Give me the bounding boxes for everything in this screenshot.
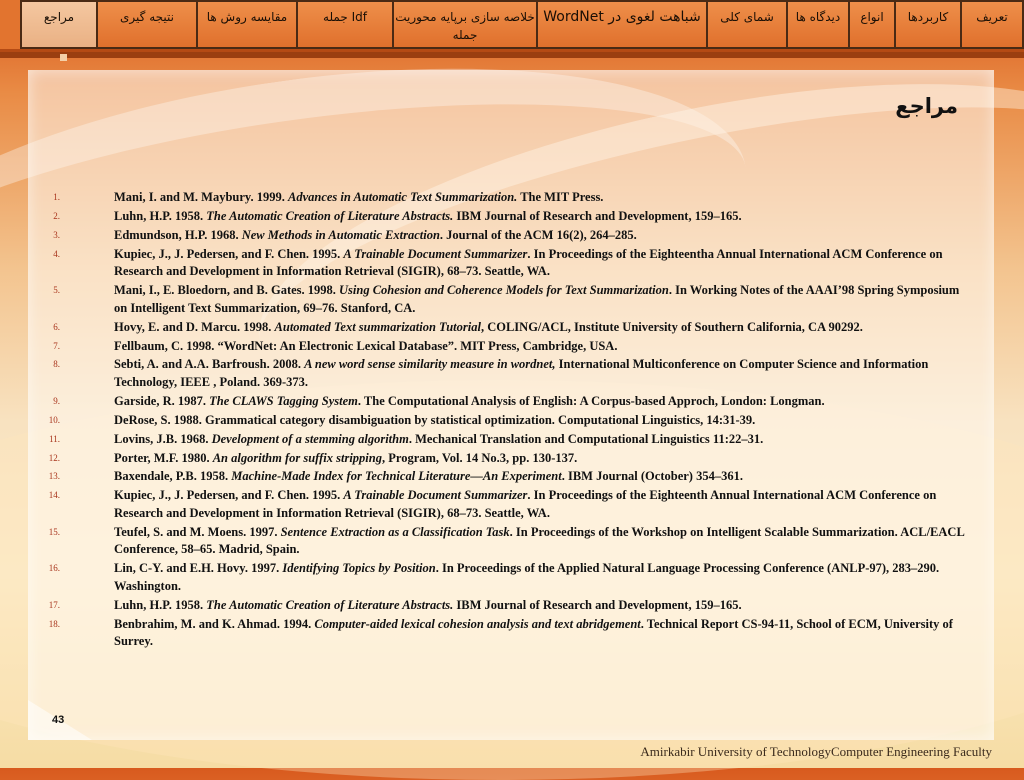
reference-item xyxy=(0,597,1024,615)
reference-title: The Automatic Creation of Literature Abstracts. xyxy=(206,208,454,223)
reference-number: 5. xyxy=(53,285,60,296)
reference-number: 14. xyxy=(48,490,60,501)
reference-title: A Trainable Document Summarizer xyxy=(343,246,528,261)
reference-item xyxy=(0,356,1024,391)
reference-item xyxy=(0,208,1024,226)
reference-number: 8. xyxy=(53,359,60,370)
reference-text xyxy=(114,487,972,522)
reference-title: Automated Text summarization Tutorial xyxy=(274,319,481,334)
nav-tab[interactable]: مراجع xyxy=(20,0,98,49)
reference-number: 4. xyxy=(53,248,60,259)
footer-text: Amirkabir University of TechnologyComputer Engineering Faculty xyxy=(640,744,992,759)
reference-text xyxy=(114,189,972,207)
reference-item xyxy=(0,393,1024,411)
reference-text xyxy=(114,412,972,430)
reference-title: Machine-Made Index for Technical Literature—An Experiment xyxy=(231,469,562,484)
reference-text xyxy=(114,338,972,356)
reference-title: Identifying Topics by Position xyxy=(282,561,436,576)
nav-tab[interactable]: مقایسه روش ها xyxy=(196,0,298,49)
reference-pre: Hovy, E. and D. Marcu. 1998. xyxy=(114,319,275,334)
decorative-square xyxy=(60,54,67,61)
nav-divider xyxy=(0,52,1024,58)
reference-title: A Trainable Document Summarizer xyxy=(343,488,528,503)
reference-pre: Kupiec, J., J. Pedersen, and F. Chen. 1995. xyxy=(114,488,344,503)
reference-post: , Program, Vol. 14 No.3, pp. 130-137. xyxy=(381,450,578,465)
nav-tab[interactable]: خلاصه سازی برپایه محوریت جمله xyxy=(392,0,538,49)
nav-tab[interactable]: دیدگاه ها xyxy=(786,0,850,49)
reference-item xyxy=(0,412,1024,430)
reference-number: 13. xyxy=(48,471,60,482)
nav-tab[interactable]: تعریف xyxy=(960,0,1024,49)
reference-text xyxy=(114,282,972,317)
reference-title: An algorithm for suffix stripping xyxy=(212,450,382,465)
reference-post: , COLING/ACL, Institute University of Southern California, CA 90292. xyxy=(480,319,863,334)
reference-pre: Baxendale, P.B. 1958. xyxy=(114,469,232,484)
page-title: مراجع xyxy=(895,94,958,118)
reference-number: 7. xyxy=(53,340,60,351)
reference-text xyxy=(114,319,972,337)
reference-post: . Technical Report CS-94-11, School of ECM, University of Surrey. xyxy=(114,616,953,649)
reference-pre: Lovins, J.B. 1968. xyxy=(114,431,212,446)
reference-pre: Benbrahim, M. and K. Ahmad. 1994. xyxy=(114,616,315,631)
reference-pre: Garside, R. 1987. xyxy=(114,393,210,408)
reference-text xyxy=(114,597,972,615)
reference-post: . In Proceedings of the Eighteentha Annual International ACM Conference on Research and Development in Information Retrieval (SIGIR), 68–73. Seattle, WA. xyxy=(114,246,943,279)
reference-post: . Mechanical Translation and Computational Linguistics 11:22–31. xyxy=(408,431,764,446)
reference-text xyxy=(114,524,972,559)
reference-title: The CLAWS Tagging System xyxy=(209,393,358,408)
navigation-bar xyxy=(0,0,1024,52)
reference-text xyxy=(114,227,972,245)
reference-pre: Mani, I. and M. Maybury. 1999. xyxy=(114,190,288,204)
reference-post: . In Proceedings of the Applied Natural Language Processing Conference (ANLP-97), 283–290. Washington. xyxy=(114,561,940,593)
reference-number: 6. xyxy=(53,321,60,332)
reference-text xyxy=(114,468,972,486)
reference-item xyxy=(0,450,1024,468)
reference-text xyxy=(114,450,972,468)
reference-item xyxy=(0,319,1024,337)
reference-pre: DeRose, S. 1988. Grammatical category disambiguation by statistical optimization. Computational Linguistics, 14:31-39. xyxy=(114,412,756,427)
reference-title: Using Cohesion and Coherence Models for Text Summarization xyxy=(339,283,669,298)
reference-pre: Fellbaum, C. 1998. “WordNet: An Electronic Lexical Database”. MIT Press, Cambridge, USA. xyxy=(114,338,618,353)
reference-post: IBM Journal of Research and Development, 159–165. xyxy=(453,208,742,223)
reference-title: New Methods in Automatic Extraction xyxy=(241,227,440,242)
reference-pre: Lin, C-Y. and E.H. Hovy. 1997. xyxy=(114,561,283,576)
reference-title: Computer-aided lexical cohesion analysis and text abridgement xyxy=(314,616,641,631)
reference-item xyxy=(0,560,1024,595)
reference-item xyxy=(0,282,1024,317)
nav-tab[interactable]: شمای کلی xyxy=(706,0,788,49)
reference-post: The MIT Press. xyxy=(517,190,604,204)
reference-item xyxy=(0,189,1024,207)
reference-item xyxy=(0,246,1024,281)
reference-number: 10. xyxy=(48,414,60,425)
nav-tab[interactable]: نتیجه گیری xyxy=(96,0,198,49)
nav-tab[interactable]: شباهت لغوی در WordNet xyxy=(536,0,708,49)
reference-post: . The Computational Analysis of English: A Corpus-based Approch, London: Longman. xyxy=(357,393,825,408)
reference-title: The Automatic Creation of Literature Abstracts. xyxy=(206,597,454,612)
reference-post: IBM Journal of Research and Development, 159–165. xyxy=(453,597,742,612)
reference-pre: Luhn, H.P. 1958. xyxy=(114,597,207,612)
reference-pre: Teufel, S. and M. Moens. 1997. xyxy=(114,524,281,539)
reference-post: . In Working Notes of the AAAI’98 Spring Symposium on Intelligent Text Summarization, 69–76. Stanford, CA. xyxy=(114,283,960,315)
reference-pre: Edmundson, H.P. 1968. xyxy=(114,227,242,242)
reference-pre: Porter, M.F. 1980. xyxy=(114,450,213,465)
reference-item xyxy=(0,524,1024,559)
reference-text xyxy=(114,246,972,281)
reference-pre: Mani, I., E. Bloedorn, and B. Gates. 1998. xyxy=(114,283,340,298)
nav-tab[interactable]: انواع xyxy=(848,0,896,49)
reference-post: . In Proceedings of the Eighteenth Annual International ACM Conference on Research and Development in Information Retrieval (SIGIR), 68–73. Seattle, WA. xyxy=(114,488,937,520)
reference-text xyxy=(114,208,972,226)
reference-text xyxy=(114,431,972,449)
nav-tab[interactable]: Idf جمله xyxy=(296,0,394,49)
reference-item xyxy=(0,487,1024,522)
reference-text xyxy=(114,560,972,595)
reference-item xyxy=(0,468,1024,486)
reference-title: Advances in Automatic Text Summarization. xyxy=(287,190,518,204)
reference-pre: Luhn, H.P. 1958. xyxy=(114,208,207,223)
reference-title: Sentence Extraction as a Classification Task xyxy=(280,524,510,539)
reference-title: A new word sense similarity measure in wordnet, xyxy=(304,357,556,372)
reference-item xyxy=(0,616,1024,651)
page-number: 43 xyxy=(52,714,65,726)
reference-text xyxy=(114,616,972,651)
reference-post: . In Proceedings of the Workshop on Intelligent Scalable Summarization. ACL/EACL Conference, 58–65. Madrid, Spain. xyxy=(114,524,965,557)
reference-number: 16. xyxy=(48,563,60,574)
reference-post: International Multiconference on Computer Science and Information Technology, IEEE , Poland. 369-373. xyxy=(114,357,929,390)
reference-item xyxy=(0,338,1024,356)
reference-number: 17. xyxy=(48,599,60,610)
reference-title: Development of a stemming algorithm xyxy=(211,431,409,446)
reference-list xyxy=(0,189,1024,652)
reference-number: 1. xyxy=(53,192,60,202)
reference-text xyxy=(114,356,972,391)
reference-pre: Sebti, A. and A.A. Barfroush. 2008. xyxy=(114,357,305,372)
reference-number: 15. xyxy=(48,526,60,537)
reference-pre: Kupiec, J., J. Pedersen, and F. Chen. 1995. xyxy=(114,246,344,261)
reference-post: . Journal of the ACM 16(2), 264–285. xyxy=(439,227,637,242)
nav-tab[interactable]: کاربردها xyxy=(894,0,962,49)
reference-number: 2. xyxy=(53,210,60,221)
reference-item xyxy=(0,431,1024,449)
reference-number: 9. xyxy=(53,395,60,406)
reference-text xyxy=(114,393,972,411)
reference-number: 3. xyxy=(53,229,60,240)
reference-number: 12. xyxy=(48,452,60,463)
reference-post: . IBM Journal (October) 354–361. xyxy=(561,469,743,484)
reference-number: 18. xyxy=(48,618,60,629)
reference-item xyxy=(0,227,1024,245)
reference-number: 11. xyxy=(49,433,60,444)
